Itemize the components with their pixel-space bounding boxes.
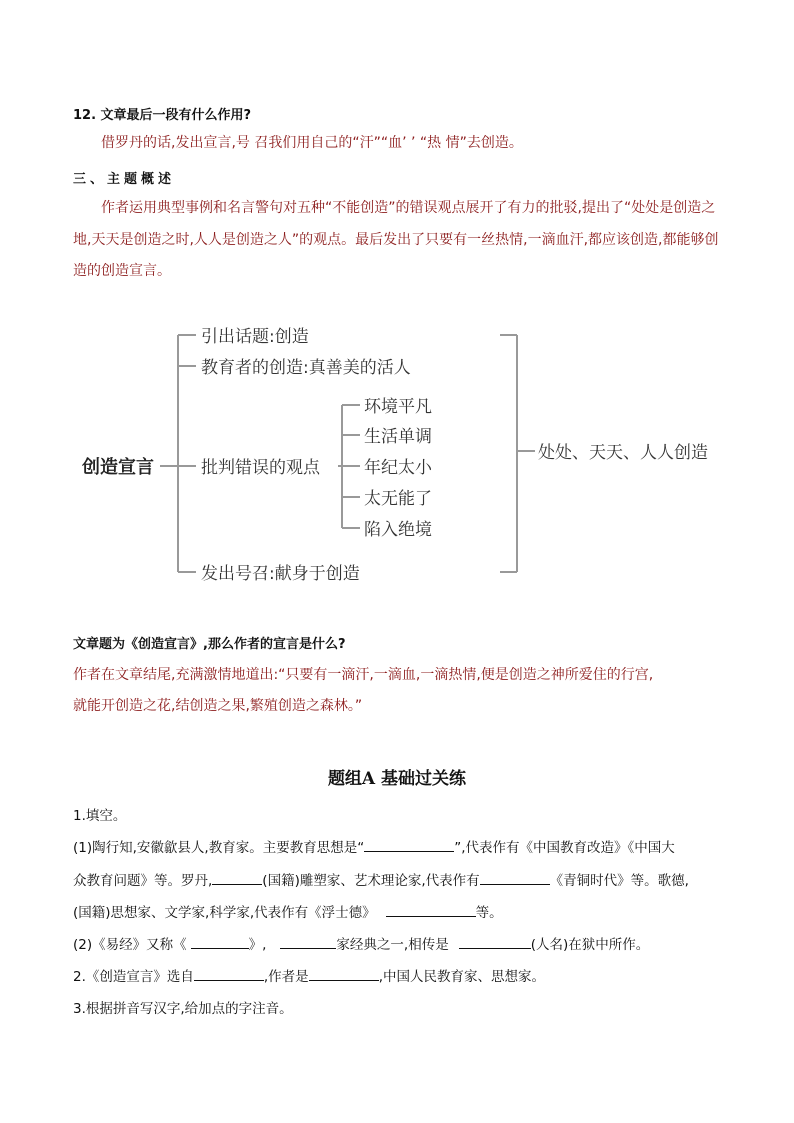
exercise-1-1-text-f: (国籍)思想家、文学家,科学家,代表作有《浮士德》 [73, 905, 376, 921]
exercise-1-1-text-d: (国籍)雕塑家、艺术理论家,代表作有 [262, 873, 480, 889]
exercise-2 [73, 965, 545, 985]
blank-yijing-alias[interactable] [191, 934, 249, 949]
question-12-answer: 借罗丹的话,发出宣言,号 召我们用自己的“汗”“血’ ’ “热 情”去创造。 [101, 135, 523, 151]
diagram-branch-3: 批判错误的观点 [201, 458, 320, 478]
exercise-1-label: 1.填空。 [73, 808, 127, 824]
structure-diagram [0, 315, 794, 590]
blank-author-name[interactable] [459, 934, 531, 949]
question-12-title: 12. 文章最后一段有什么作用? [73, 108, 252, 123]
blank-rodin-nationality[interactable] [212, 870, 262, 885]
exercise-1-2-text-b: 》, [248, 937, 267, 953]
exercise-2-text-a: 2.《创造宣言》选自 [73, 969, 194, 985]
exercise-1-1-text-a: (1)陶行知,安徽歙县人,教育家。主要教育思想是“ [73, 840, 365, 856]
blank-education-thought[interactable] [364, 837, 454, 852]
exercise-1-1-text-e: 《青铜时代》等。歌德, [549, 873, 689, 889]
exercise-1-2 [73, 933, 649, 953]
exercise-2-text-c: ,中国人民教育家、思想家。 [378, 969, 545, 985]
exercise-1-1-text-b: ”,代表作有《中国教育改造》《中国大 [454, 840, 675, 856]
diagram-conclusion: 处处、天天、人人创造 [538, 443, 708, 463]
blank-school[interactable] [280, 934, 336, 949]
blank-rodin-work[interactable] [480, 870, 550, 885]
exercise-1-2-text-c: 家经典之一,相传是 [336, 937, 449, 953]
exercise-2-text-b: ,作者是 [263, 969, 309, 985]
exercise-3: 3.根据拼音写汉字,给加点的字注音。 [73, 1001, 293, 1017]
manifesto-question-title: 文章题为《创造宣言》,那么作者的宣言是什么? [73, 637, 346, 652]
diagram-branch-4: 发出号召:献身于创造 [201, 564, 360, 584]
exercise-1-2-text-d: (人名)在狱中所作。 [530, 937, 650, 953]
diagram-branch-2: 教育者的创造:真善美的活人 [201, 358, 411, 378]
manifesto-answer-line-1: 作者在文章结尾,充满激情地道出:“只要有一滴汗,一滴血,一滴热情,便是创造之神所爱住的行宫, [73, 667, 654, 683]
diagram-sub-1: 环境平凡 [364, 397, 432, 417]
diagram-sub-3: 年纪太小 [364, 458, 432, 478]
exercise-1-1-text-c: 众教育问题》等。罗丹, [73, 873, 213, 889]
blank-author[interactable] [309, 966, 379, 981]
manifesto-answer-line-2: 就能开创造之花,结创造之果,繁殖创造之森林。” [73, 698, 363, 714]
blank-source[interactable] [194, 966, 264, 981]
exercise-1-2-text-a: (2)《易经》又称《 [73, 937, 187, 953]
section-3-heading: 三、主题概述 [73, 172, 176, 187]
diagram-sub-4: 太无能了 [364, 489, 432, 509]
section-3-paragraph: 作者运用典型事例和名言警句对五种“不能创造”的错误观点展开了有力的批驳,提出了“处处是创造之地,天天是创造之时,人人是创造之人”的观点。最后发出了只要有一丝热情,一滴血汗,都应该创造,都能够创造的创造宣言。 [73, 200, 719, 279]
exercise-1-1-line-1 [73, 836, 675, 856]
diagram-root: 创造宣言 [82, 457, 154, 478]
exercise-1-1-line-2 [73, 869, 689, 889]
blank-goethe-work[interactable] [386, 902, 476, 917]
exercise-1-1-line-3 [73, 901, 503, 921]
exercise-1-1-text-g: 等。 [475, 905, 503, 921]
diagram-branch-1: 引出话题:创造 [201, 327, 309, 347]
diagram-sub-5: 陷入绝境 [364, 520, 432, 540]
group-a-title: 题组A 基础过关练 [327, 769, 467, 789]
diagram-sub-2: 生活单调 [364, 427, 432, 447]
